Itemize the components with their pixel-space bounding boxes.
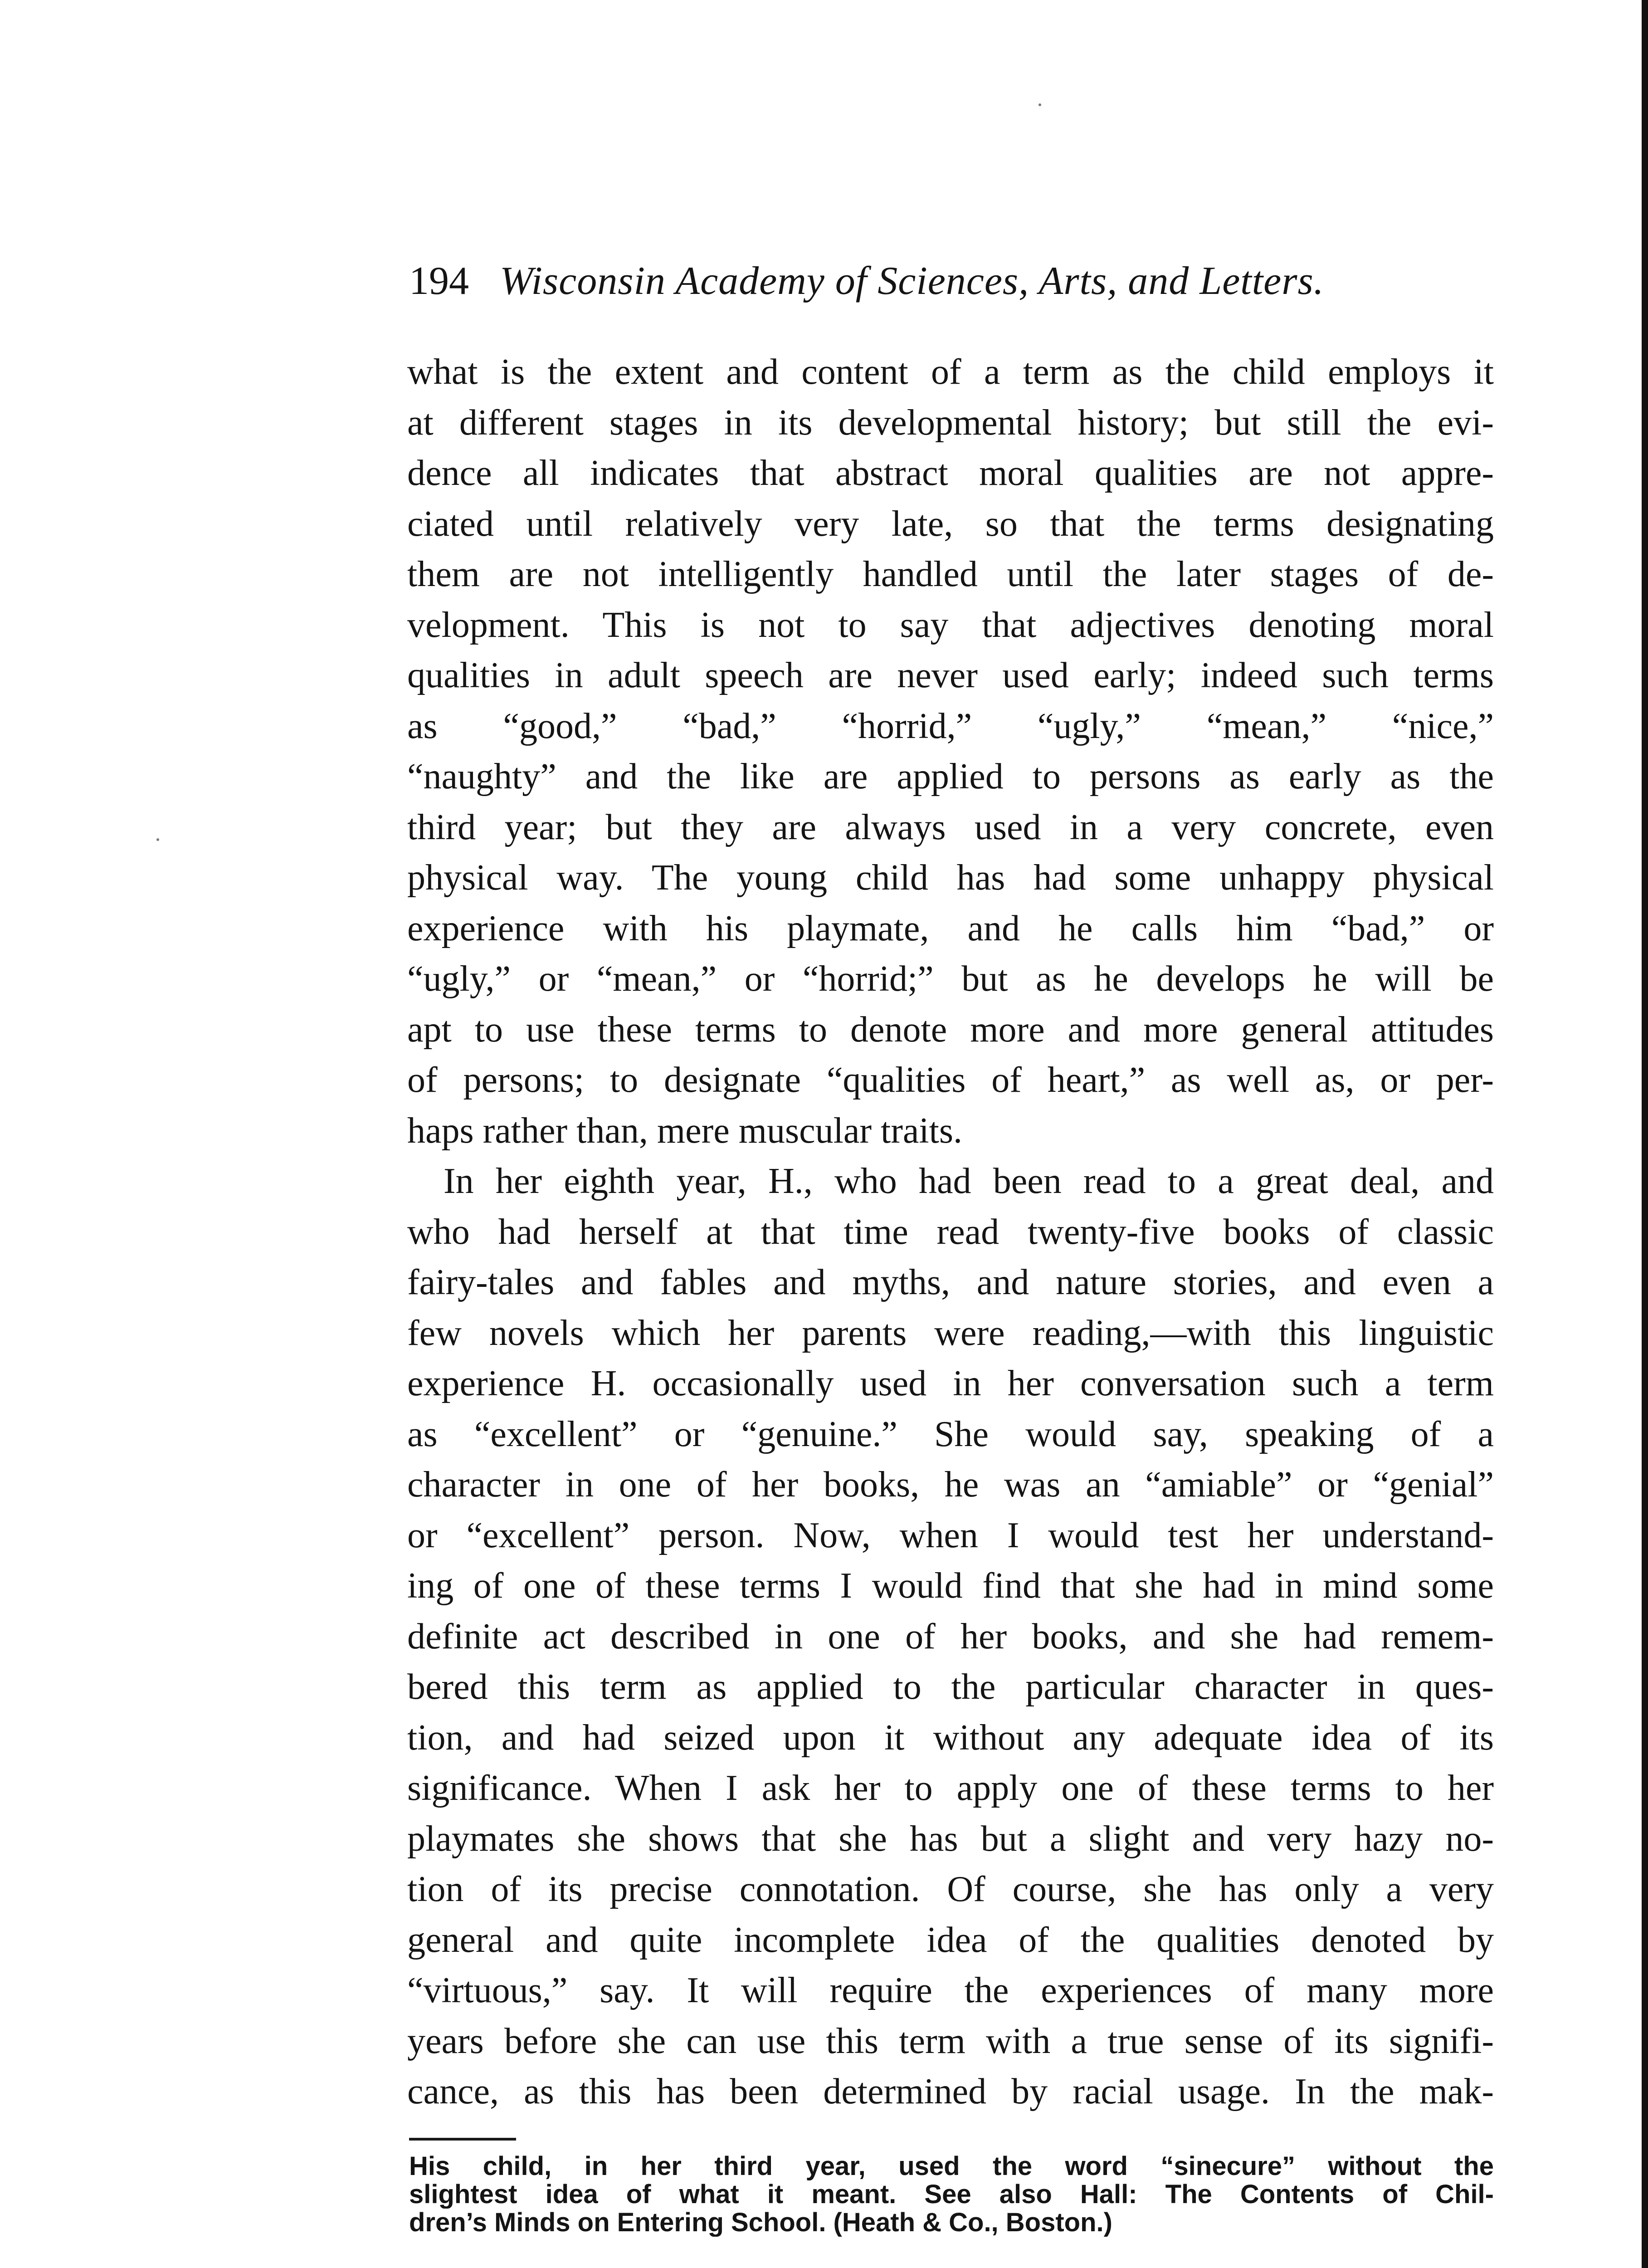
text-line: tion, and had seized upon it without any adequate idea of its [407, 1717, 1494, 1758]
footnote-line: dren’s Minds on Entering School. (Heath & Co., Boston.) [409, 2209, 1112, 2237]
footnote [409, 2152, 1494, 2237]
text-line: bered this term as applied to the particular character in ques- [407, 1667, 1494, 1707]
text-line: “ugly,” or “mean,” or “horrid;” but as he develops he will be [407, 959, 1494, 999]
text-line: third year; but they are always used in a very concrete, even [407, 807, 1494, 847]
scan-speck [1039, 103, 1041, 106]
text-line: cance, as this has been determined by racial usage. In the mak- [407, 2072, 1494, 2112]
text-line: fairy-tales and fables and myths, and nature stories, and even a [407, 1262, 1494, 1302]
text-line: ing of one of these terms I would find that she had in mind some [407, 1566, 1494, 1606]
text-line: experience H. occasionally used in her conversation such a term [407, 1364, 1494, 1403]
text-line: who had herself at that time read twenty-five books of classic [407, 1212, 1494, 1252]
text-line: In her eighth year, H., who had been read to a great deal, and [444, 1161, 1494, 1201]
running-title: Wisconsin Academy of Sciences, Arts, and Letters. [500, 259, 1324, 303]
text-line: ciated until relatively very late, so that the terms designating [407, 503, 1494, 544]
text-line: of persons; to designate “qualities of heart,” as well as, or per- [407, 1060, 1494, 1100]
text-line: playmates she shows that she has but a slight and very hazy no- [407, 1818, 1494, 1859]
text-line: or “excellent” person. Now, when I would test her understand- [407, 1515, 1494, 1555]
text-line: significance. When I ask her to apply one of these terms to her [407, 1768, 1494, 1808]
text-line: years before she can use this term with a true sense of its signifi- [407, 2021, 1494, 2061]
text-line: experience with his playmate, and he calls him “bad,” or [407, 908, 1494, 948]
page-header [409, 256, 1497, 306]
text-line: general and quite incomplete idea of the qualities denoted by [407, 1920, 1494, 1960]
text-line: physical way. The young child has had some unhappy physical [407, 858, 1494, 898]
text-line: apt to use these terms to denote more and more general attitudes [407, 1009, 1494, 1050]
text-line: tion of its precise connotation. Of course, she has only a very [407, 1869, 1494, 1909]
footnote-line: His child, in her third year, used the word “sinecure” without the [409, 2152, 1494, 2180]
scan-page-edge [1642, 0, 1648, 2268]
scan-speck [156, 838, 159, 841]
footnote-line: slightest idea of what it meant. See also Hall: The Contents of Chil- [409, 2180, 1494, 2209]
text-line: few novels which her parents were reading,—with this linguistic [407, 1313, 1494, 1353]
text-line: qualities in adult speech are never used early; indeed such terms [407, 655, 1494, 695]
text-line: “virtuous,” say. It will require the experiences of many more [407, 1970, 1494, 2010]
text-line: dence all indicates that abstract moral qualities are not appre- [407, 453, 1494, 493]
text-line: “naughty” and the like are applied to persons as early as the [407, 757, 1494, 797]
text-line: at different stages in its developmental history; but still the evi- [407, 402, 1494, 443]
text-line: definite act described in one of her books, and she had remem- [407, 1616, 1494, 1657]
text-line: character in one of her books, he was an “amiable” or “genial” [407, 1465, 1494, 1505]
text-line: them are not intelligently handled until the later stages of de- [407, 554, 1494, 594]
footnote-rule [409, 2138, 516, 2141]
text-line: velopment. This is not to say that adjectives denoting moral [407, 605, 1494, 645]
page-number: 194 [409, 259, 469, 303]
text-line: as “excellent” or “genuine.” She would say, speaking of a [407, 1414, 1494, 1454]
body-text [407, 347, 1494, 2117]
text-line: haps rather than, mere muscular traits. [407, 1110, 962, 1151]
text-line: what is the extent and content of a term as the child employs it [407, 352, 1494, 392]
text-line: as “good,” “bad,” “horrid,” “ugly,” “mean,” “nice,” [407, 706, 1494, 746]
